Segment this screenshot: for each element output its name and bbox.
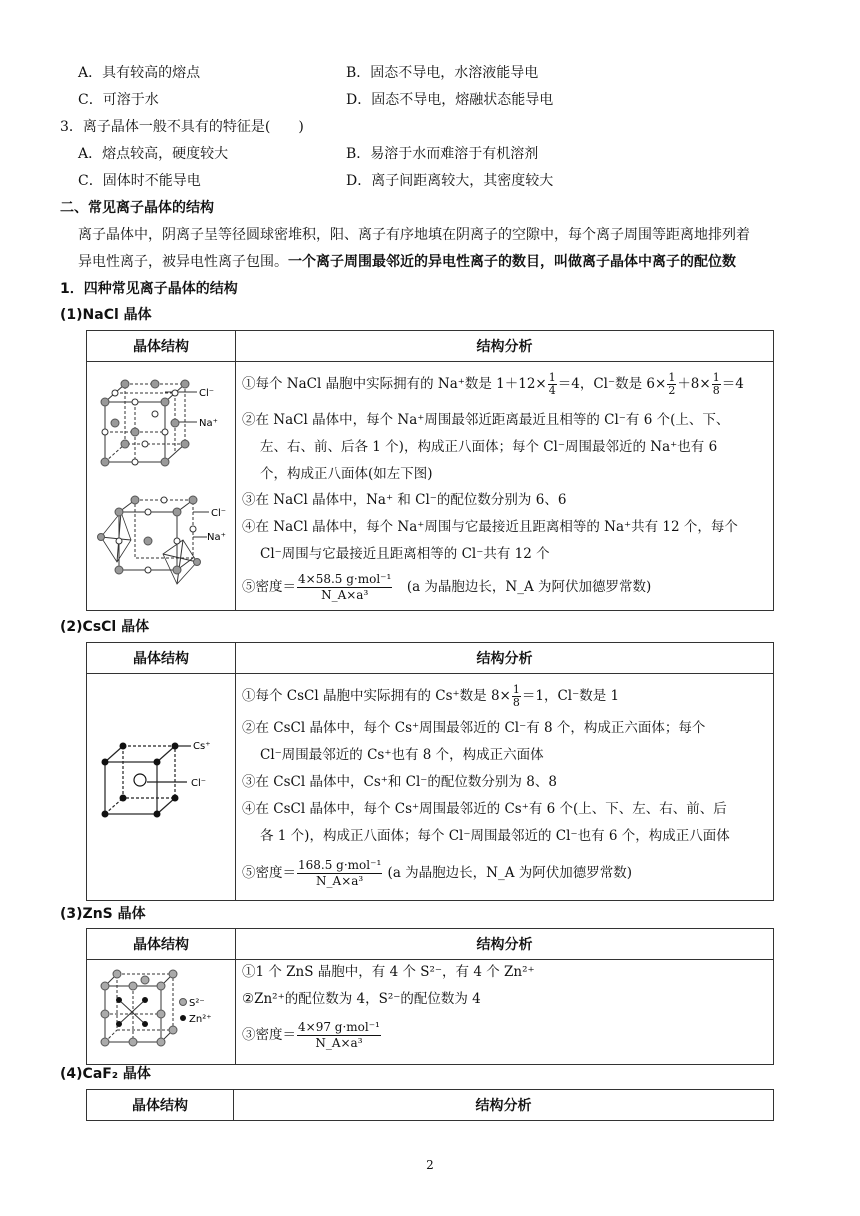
q3-option-a: A．熔点较高，硬度较大 [78,146,229,162]
cscl-analysis-2: ②在 CsCl 晶体中，每个 Cs⁺周围最邻近的 Cl⁻有 8 个，构成正六面体；每个 [242,720,706,736]
cscl-analysis-5: ⑤密度＝ $\frac{\text{168.5 g·mol⁻¹}}{\text{N\_A×a³}}$ (a 为晶胞边长，N_A 为阿伏加德罗常数) [242,858,633,888]
cscl-analysis-2b: Cl⁻周围最邻近的 Cs⁺也有 8 个，构成正六面体 [260,747,544,763]
zns-header-structure: 晶体结构 [87,929,236,960]
nacl-table [86,330,774,611]
q2-option-d: D．固态不导电，熔融状态能导电 [346,92,554,108]
zns-crystal-figure [87,960,235,1060]
zns-analysis-cell [236,960,774,1065]
zns-fig-s-label: S²⁻ [189,998,205,1009]
cscl-crystal-figure [87,674,235,896]
section-paragraph-line1: 离子晶体中，阴离子呈等径圆球密堆积，阳、离子有序地填在阴离子的空隙中，每个离子周围等距离地排列着 [78,227,750,243]
zns-fig-zn-label: Zn²⁺ [189,1014,212,1025]
nacl-fig2-cl-label: Cl⁻ [211,508,227,519]
nacl-analysis-4b: Cl⁻周围与它最接近且距离相等的 Cl⁻共有 12 个 [260,546,550,562]
cscl-figure-cell [87,674,236,901]
q2-option-a: A．具有较高的熔点 [78,65,201,81]
q2-option-b: B．固态不导电，水溶液能导电 [346,65,539,81]
cscl-fig-cs-label: Cs⁺ [193,741,211,752]
caf2-title: (4)CaF₂ 晶体 [60,1066,151,1082]
cscl-analysis-4: ④在 CsCl 晶体中，每个 Cs⁺周围最邻近的 Cs⁺有 6 个(上、下、左、右、前、后 [242,801,727,817]
nacl-crystal-figure [87,362,235,606]
zns-title: (3)ZnS 晶体 [60,906,146,922]
nacl-analysis-2c: 个，构成正八面体(如左下图) [260,466,433,482]
q3-option-d: D．离子间距离较大，其密度较大 [346,173,554,189]
nacl-analysis-1: ①每个 NaCl 晶胞中实际拥有的 Na⁺数是 1＋12× $\frac{1}{4}$ ＝4，Cl⁻数是 6× $\frac{1}{2}$ ＋8× $\frac{1}{8}$ ＝4 [242,371,744,397]
nacl-analysis-3: ③在 NaCl 晶体中，Na⁺ 和 Cl⁻的配位数分别为 6、6 [242,492,567,508]
nacl-fig1-cl-label: Cl⁻ [199,388,215,399]
nacl-analysis-cell [236,362,774,611]
cscl-analysis-cell [236,674,774,901]
cscl-analysis-4b: 各 1 个)，构成正八面体；每个 Cl⁻周围最邻近的 Cl⁻也有 6 个，构成正八面体 [260,828,730,844]
q3-option-b: B．易溶于水而难溶于有机溶剂 [346,146,539,162]
caf2-table [86,1089,774,1121]
section-heading: 二、常见离子晶体的结构 [60,200,214,216]
cscl-analysis-3: ③在 CsCl 晶体中，Cs⁺和 Cl⁻的配位数分别为 8、8 [242,774,557,790]
zns-table [86,928,774,1065]
zns-analysis-1: ①1 个 ZnS 晶胞中，有 4 个 S²⁻，有 4 个 Zn²⁺ [242,964,535,980]
cscl-fig-cl-label: Cl⁻ [191,778,207,789]
caf2-header-structure: 晶体结构 [87,1090,234,1121]
section-paragraph-line2: 异电性离子，被异电性离子包围。一个离子周围最邻近的异电性离子的数目，叫做离子晶体中离子的配位数 [78,254,736,270]
cscl-analysis-1: ①每个 CsCl 晶胞中实际拥有的 Cs⁺数是 8× $\frac{1}{8}$ ＝1，Cl⁻数是 1 [242,683,620,709]
nacl-analysis-2b: 左、右、前、后各 1 个)，构成正八面体；每个 Cl⁻周围最邻近的 Na⁺也有 6 [260,439,718,455]
nacl-fig1-na-label: Na⁺ [199,418,218,429]
zns-analysis-3: ③密度＝ $\frac{\text{4×97 g·mol⁻¹}}{\text{N\_A×a³}}$ [242,1020,380,1050]
zns-header-analysis: 结构分析 [236,929,774,960]
page-number: 2 [426,1158,434,1172]
nacl-analysis-2: ②在 NaCl 晶体中，每个 Na⁺周围最邻近距离最近且相等的 Cl⁻有 6 个(上、下、 [242,412,730,428]
cscl-title: (2)CsCl 晶体 [60,619,150,635]
nacl-title: (1)NaCl 晶体 [60,307,152,323]
zns-figure-cell [87,960,236,1065]
nacl-header-analysis: 结构分析 [236,331,774,362]
q3-option-c: C．固体时不能导电 [78,173,201,189]
nacl-analysis-5: ⑤密度＝ $\frac{\text{4×58.5 g·mol⁻¹}}{\text{N\_A×a³}}$ (a 为晶胞边长，N_A 为阿伏加德罗常数) [242,572,652,602]
cscl-header-analysis: 结构分析 [236,643,774,674]
cscl-table [86,642,774,901]
q3-stem: 3．离子晶体一般不具有的特征是( ) [60,119,304,135]
nacl-figure-cell [87,362,236,611]
q2-option-c: C．可溶于水 [78,92,159,108]
subsection-heading: 1．四种常见离子晶体的结构 [60,281,238,297]
zns-analysis-2: ②Zn²⁺的配位数为 4，S²⁻的配位数为 4 [242,991,481,1007]
nacl-fig2-na-label: Na⁺ [207,532,226,543]
cscl-header-structure: 晶体结构 [87,643,236,674]
nacl-analysis-4: ④在 NaCl 晶体中，每个 Na⁺周围与它最接近且距离相等的 Na⁺共有 12 个，每个 [242,519,738,535]
caf2-header-analysis: 结构分析 [234,1090,774,1121]
coordination-number-definition: 一个离子周围最邻近的异电性离子的数目，叫做离子晶体中离子的配位数 [288,254,736,270]
nacl-header-structure: 晶体结构 [87,331,236,362]
